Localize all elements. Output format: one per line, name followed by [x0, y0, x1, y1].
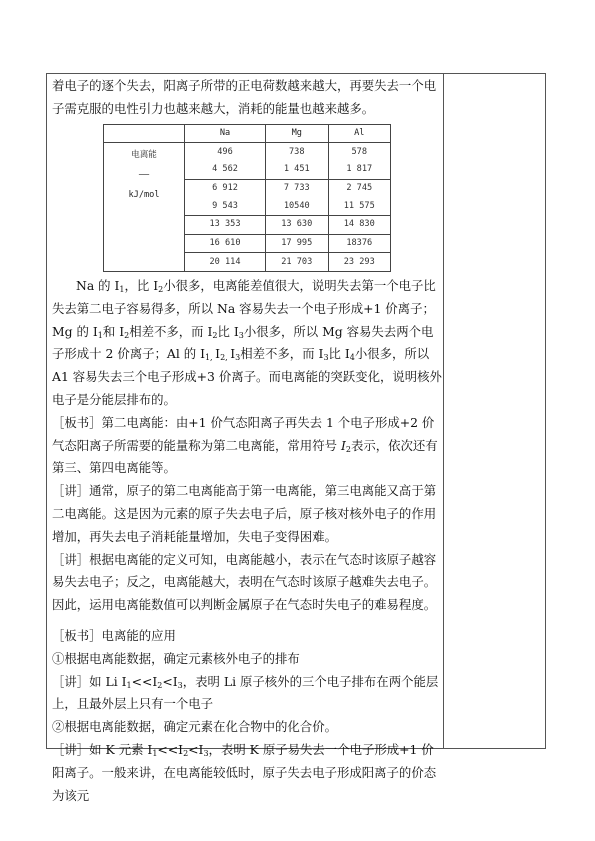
- paragraph-na-mg-al: [52, 275, 442, 412]
- subscript: 1: [126, 680, 132, 690]
- paragraph-board-application: ［板书］电离能的应用: [52, 628, 176, 644]
- table-cell-empty: [104, 253, 185, 272]
- table-cell: 10540: [266, 197, 329, 215]
- subscript: 1: [97, 330, 103, 340]
- table-cell: 1 817: [328, 161, 391, 179]
- text-run: ，表明 K 原子易失去一个电子形成+1 价阳离子。一般来讲，在电离能较低时，原子失去电子形成阳离子的价态为该元: [52, 742, 437, 803]
- text-run: I: [230, 346, 236, 362]
- text-run: 和 I: [102, 323, 125, 339]
- subscript: 3: [177, 680, 183, 690]
- label-line: kJ/mol: [128, 190, 160, 201]
- table-cell: 7 733: [266, 179, 329, 197]
- table-cell: 11 575: [328, 197, 391, 215]
- table-cell-empty: [104, 234, 185, 253]
- subscript: 2: [183, 749, 189, 759]
- paragraph-board-second-ionization: [52, 412, 442, 480]
- label-line: ——: [138, 170, 150, 181]
- paragraph-lecture-2: ［讲］根据电离能的定义可知，电离能越小，表示在气态时该原子越容易失去电子；反之，电离能越大，表明在气态时该原子越难失去电子。因此，运用电离能数值可以判断金属原子在气态时失电子的难易程度。: [52, 551, 437, 613]
- column-divider: [443, 73, 444, 749]
- text-run: ［板书］第二电离能：由+1 价气态阳离子再失去 1 个电子形成+2 价气态阳离子所需要的能量称为第二电离能，常用符号: [52, 414, 435, 453]
- table-cell: 21 703: [266, 253, 329, 272]
- table-cell: 17 995: [266, 234, 329, 253]
- table-header-row: [104, 124, 391, 143]
- table-cell: 13 630: [266, 216, 329, 235]
- lesson-content: [52, 75, 442, 807]
- subscript: 3: [238, 330, 244, 340]
- table-cell: 14 830: [328, 216, 391, 235]
- text-run: I: [215, 346, 221, 362]
- text-run: ［讲］如 K 元素 I: [52, 742, 153, 758]
- table-row: [104, 216, 391, 235]
- text-run: <I: [162, 673, 178, 689]
- table-cell: 9 543: [185, 197, 266, 215]
- text-run: 表示，依次还有第三、第四电离能等。: [52, 437, 438, 476]
- table-header-mg: Mg: [266, 124, 329, 143]
- table-cell: 578: [328, 143, 391, 161]
- symbol: I: [340, 437, 346, 453]
- spacer: [52, 617, 442, 625]
- subscript: 4: [349, 353, 355, 363]
- paragraph-lecture-1: ［讲］通常，原子的第二电离能高于第一电离能，第三电离能又高于第二电离能。这是因为元素的原子失去电子后，原子核对核外电子的作用增加，再失去电子消耗能量增加，失电子变得困难。: [52, 483, 437, 544]
- subscript: 2: [157, 680, 163, 690]
- table-cell: 2 745: [328, 179, 391, 197]
- text-run: 相差不多，而 I: [240, 346, 324, 362]
- text-run: ，比 I: [124, 278, 159, 294]
- subscript: 1: [119, 285, 125, 295]
- subscript: 2: [124, 330, 130, 340]
- paragraph-intro: 着电子的逐个失去，阳离子所带的正电荷数越来越大，再要失去一个电子需克服的电性引力也越来越大，消耗的能量也越来越多。: [52, 78, 437, 116]
- table-cell: 20 114: [185, 253, 266, 272]
- text-run: <<I: [131, 673, 158, 689]
- paragraph-li-example: [52, 671, 442, 717]
- subscript: 2: [158, 285, 164, 295]
- ionization-energy-table: [103, 124, 391, 273]
- table-cell: 738: [266, 143, 329, 161]
- table-row: [104, 234, 391, 253]
- subscript: 3: [323, 353, 329, 363]
- text-run: 比 I: [217, 323, 239, 339]
- text-run: <<I: [157, 742, 184, 758]
- table-cell: 16 610: [185, 234, 266, 253]
- label-line: 电离能: [131, 150, 157, 161]
- paragraph-k-example: [52, 739, 442, 807]
- table-cell: 23 293: [328, 253, 391, 272]
- table-cell-empty: [104, 216, 185, 235]
- subscript: 1,: [204, 353, 216, 363]
- subscript: 2: [212, 330, 218, 340]
- subscript: 1: [152, 749, 158, 759]
- subscript: 3: [235, 353, 241, 363]
- subscript: 2,: [220, 353, 231, 363]
- table-cell: 1 451: [266, 161, 329, 179]
- text-run: Na 的 I: [76, 278, 120, 294]
- text-run: ，表明 Li 原子核外的三个电子排布在两个能层上，且最外层上只有一个电子: [52, 673, 439, 712]
- text-run: 小很多，所以 Mg 容易失去两个电子形成十 2 价离子；Al 的 I: [52, 323, 434, 362]
- text-run: 小很多，所以 A1 容易失去三个电子形成+3 价离子。而电离能的突跃变化，说明核外电子是分能层排布的。: [52, 346, 442, 408]
- subscript: 2: [345, 444, 351, 454]
- text-run: 比 I: [328, 346, 350, 362]
- table-header-al: Al: [328, 124, 391, 143]
- table-row: [104, 143, 391, 161]
- table-cell: 13 353: [185, 216, 266, 235]
- table-cell: 4 562: [185, 161, 266, 179]
- subscript: 3: [203, 749, 209, 759]
- table-header-na: Na: [185, 124, 266, 143]
- table-cell: 6 912: [185, 179, 266, 197]
- table-cell: 18376: [328, 234, 391, 253]
- text-run: 相差不多，而 I: [129, 323, 213, 339]
- table-cell: 496: [185, 143, 266, 161]
- paragraph-point-1: ①根据电离能数据，确定元素核外电子的排布: [52, 650, 300, 666]
- text-run: <I: [188, 742, 204, 758]
- table-header-empty: [104, 124, 185, 143]
- table-row: [104, 253, 391, 272]
- paragraph-point-2: ②根据电离能数据，确定元素在化合物中的化合价。: [52, 719, 337, 735]
- text-run: ［讲］如 Li I: [52, 673, 127, 689]
- table-row-label: [104, 143, 185, 216]
- text-run: 小很多，电离能差值很大，说明失去第一个电子比失去第二电子容易得多，所以 Na 容易失去一个电子形成+1 价离子；Mg 的 I: [52, 278, 436, 339]
